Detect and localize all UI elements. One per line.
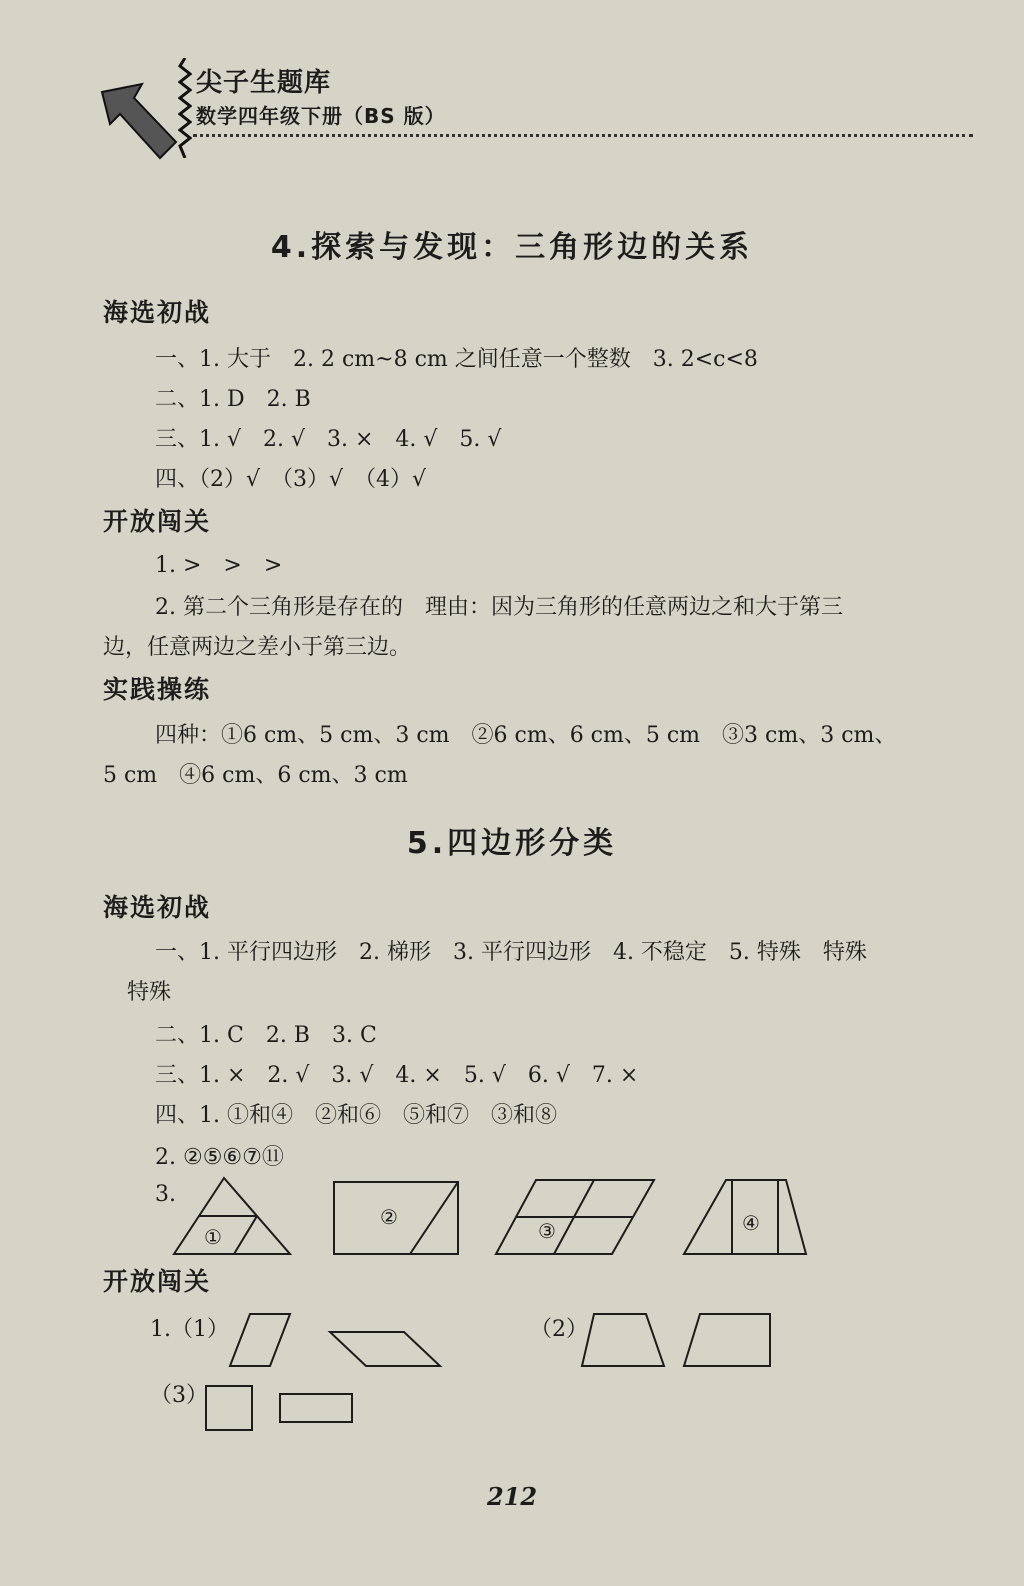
s4-haixuan-line-2: 二、1. D 2. B <box>155 387 311 412</box>
book-series: 尖子生题库 <box>196 68 332 98</box>
answer-1-parallelograms <box>228 1310 442 1372</box>
s5-kaifang-label-3: （3） <box>150 1383 208 1408</box>
figure-1-label: ① <box>204 1225 222 1249</box>
s4-shijian-line-2: 5 cm ④6 cm、6 cm、3 cm <box>103 763 408 788</box>
figure-1-triangle <box>172 1176 294 1260</box>
s4-haixuan-line-4: 四、（2）√ （3）√ （4）√ <box>155 467 427 492</box>
s4-kaifang-heading: 开放闯关 <box>103 507 212 536</box>
figure-4-label: ④ <box>742 1211 760 1235</box>
s5-kaifang-label-2: （2） <box>530 1317 588 1342</box>
book-title: 数学四年级下册（BS 版） <box>196 104 446 128</box>
s5-haixuan-line-5: 四、1. ①和④ ②和⑥ ⑤和⑦ ③和⑧ <box>155 1103 557 1128</box>
answer-2-trapezoids <box>580 1310 776 1372</box>
s5-haixuan-line-3: 二、1. C 2. B 3. C <box>155 1023 377 1048</box>
figure-3-label: ③ <box>538 1219 556 1243</box>
answer-3-square-rectangle <box>204 1384 356 1434</box>
page-number: 212 <box>486 1482 538 1511</box>
s4-shijian-line-1: 四种：①6 cm、5 cm、3 cm ②6 cm、6 cm、5 cm ③3 cm、3 cm、 <box>155 723 897 748</box>
arrow-logo-icon <box>98 80 178 160</box>
section-4-title: 4.探索与发现：三角形边的关系 <box>270 230 754 265</box>
s4-kaifang-line-1: 1. > > > <box>155 553 283 578</box>
figure-2-rectangle <box>332 1176 462 1260</box>
s5-haixuan-heading: 海选初战 <box>103 893 212 922</box>
zigzag-divider-icon <box>178 58 192 158</box>
s4-shijian-heading: 实践操练 <box>103 675 212 704</box>
s5-haixuan-line-2: 特殊 <box>127 980 172 1005</box>
figure-3-parallelogram <box>494 1176 658 1260</box>
s4-kaifang-line-2: 2. 第二个三角形是存在的 理由：因为三角形的任意两边之和大于第三 <box>155 595 843 620</box>
s5-haixuan-line-1: 一、1. 平行四边形 2. 梯形 3. 平行四边形 4. 不稳定 5. 特殊 特殊 <box>155 940 867 965</box>
s4-kaifang-line-3: 边，任意两边之差小于第三边。 <box>103 635 412 660</box>
s4-haixuan-line-1: 一、1. 大于 2. 2 cm~8 cm 之间任意一个整数 3. 2<c<8 <box>155 347 758 372</box>
s5-kaifang-label-1: 1.（1） <box>150 1317 229 1342</box>
header-divider <box>193 134 973 137</box>
section-5-title: 5.四边形分类 <box>406 826 618 861</box>
figure-2-label: ② <box>380 1205 398 1229</box>
figure-4-trapezoid <box>682 1176 812 1260</box>
s4-haixuan-heading: 海选初战 <box>103 298 212 327</box>
page-header <box>98 58 978 168</box>
s5-haixuan-line-7: 3. <box>155 1182 176 1207</box>
s5-haixuan-line-6: 2. ②⑤⑥⑦⑪ <box>155 1145 284 1170</box>
s5-haixuan-line-4: 三、1. × 2. √ 3. √ 4. × 5. √ 6. √ 7. × <box>155 1063 639 1088</box>
s5-kaifang-heading: 开放闯关 <box>103 1267 212 1296</box>
s4-haixuan-line-3: 三、1. √ 2. √ 3. × 4. √ 5. √ <box>155 427 502 452</box>
